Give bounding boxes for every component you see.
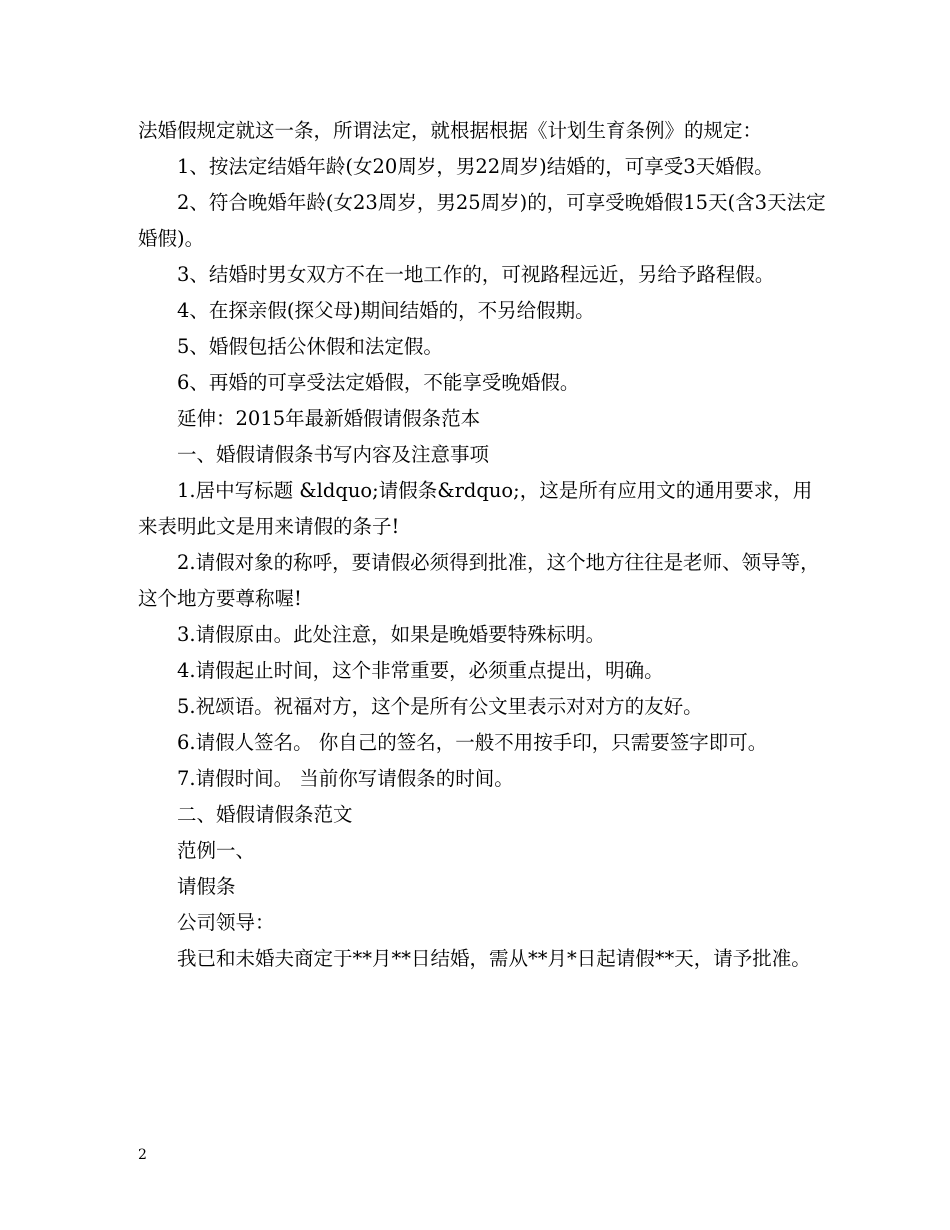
paragraph: 7.请假时间。 当前你写请假条的时间。: [177, 767, 514, 790]
section-heading: 二、婚假请假条范文: [177, 803, 353, 826]
paragraph: 6、再婚的可享受法定婚假，不能享受晚婚假。: [177, 371, 580, 394]
paragraph: 2.请假对象的称呼，要请假必须得到批准，这个地方往往是老师、领导等，这个地方要尊称喔!: [138, 551, 820, 610]
paragraph: 我已和未婚夫商定于**月**日结婚，需从**月*日起请假**天，请予批准。: [177, 947, 811, 970]
paragraph: 1.居中写标题 &ldquo;请假条&rdquo;，这是所有应用文的通用要求，用来表明此文是用来请假的条子!: [138, 479, 813, 538]
paragraph: 公司领导：: [177, 911, 275, 934]
paragraph: 法婚假规定就这一条，所谓法定，就根据根据《计划生育条例》的规定：: [138, 119, 763, 142]
paragraph: 3.请假原由。此处注意，如果是晚婚要特殊标明。: [177, 623, 606, 646]
paragraph: 1、按法定结婚年龄(女20周岁，男22周岁)结婚的，可享受3天婚假。: [177, 155, 774, 178]
page-number: 2: [138, 1147, 147, 1163]
paragraph: 6.请假人签名。 你自己的签名，一般不用按手印，只需要签字即可。: [177, 731, 768, 754]
paragraph: 3、结婚时男女双方不在一地工作的，可视路程远近，另给予路程假。: [177, 263, 775, 286]
paragraph: 延伸：2015年最新婚假请假条范本: [177, 407, 481, 430]
paragraph: 范例一、: [177, 839, 256, 862]
section-heading: 一、婚假请假条书写内容及注意事项: [177, 443, 490, 466]
paragraph: 4、在探亲假(探父母)期间结婚的，不另给假期。: [177, 299, 595, 322]
paragraph: 5.祝颂语。祝福对方，这个是所有公文里表示对对方的友好。: [177, 695, 703, 718]
document-body: [138, 113, 828, 977]
paragraph: 请假条: [177, 875, 236, 898]
paragraph: 2、符合晚婚年龄(女23周岁，男25周岁)的，可享受晚婚假15天(含3天法定婚假)。: [138, 191, 826, 250]
paragraph: 5、婚假包括公休假和法定假。: [177, 335, 443, 358]
paragraph: 4.请假起止时间，这个非常重要，必须重点提出，明确。: [177, 659, 664, 682]
